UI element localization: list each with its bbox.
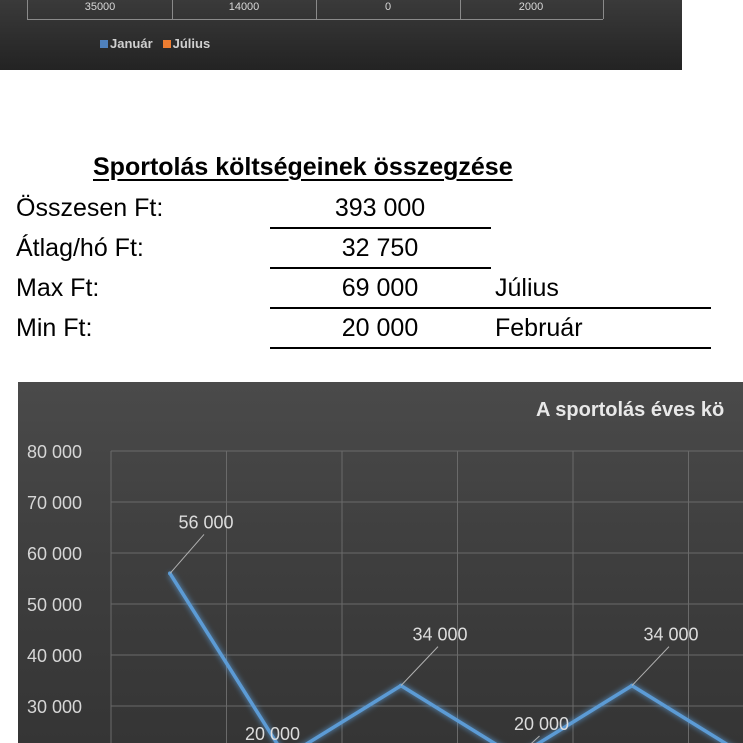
summary-divider (270, 347, 711, 349)
summary-month: Február (495, 314, 583, 342)
legend-swatch-januar (100, 40, 108, 48)
chart-grid (111, 451, 743, 743)
top-chart-fragment (0, 0, 682, 70)
data-label: 34 000 (412, 624, 468, 645)
legend-label: Január (110, 36, 153, 51)
leader-line (401, 647, 438, 686)
data-label: 20 000 (244, 724, 301, 743)
y-tick-label: 30 000 (27, 697, 83, 717)
data-label-layer (170, 512, 699, 743)
leader-line (170, 534, 204, 573)
summary-value: 393 000 (334, 194, 426, 222)
data-label: 34 000 (643, 624, 699, 645)
chart-title: A sportolás éves kö (536, 399, 725, 421)
top-table-cell: 2000 (459, 0, 604, 19)
summary-value: 69 000 (341, 274, 419, 302)
legend-item (163, 36, 211, 51)
top-table-cell: 35000 (28, 0, 173, 19)
top-chart-legend (100, 36, 210, 51)
y-tick-label: 60 000 (27, 544, 83, 564)
summary-divider (270, 267, 491, 269)
legend-swatch-julius (163, 40, 171, 48)
top-table-cell: 14000 (172, 0, 317, 19)
summary-label: Max Ft: (16, 274, 100, 302)
legend-item (100, 36, 153, 51)
summary-value: 32 750 (341, 234, 419, 262)
summary-title: Sportolás költségeinek összegzése (93, 153, 513, 181)
y-tick-label: 80 000 (27, 442, 83, 462)
summary-label: Összesen Ft: (16, 194, 164, 222)
y-tick-label: 50 000 (27, 595, 83, 615)
summary-divider (270, 307, 711, 309)
leader-line (632, 647, 669, 686)
series-line-layer (168, 571, 743, 743)
y-tick-label: 40 000 (27, 646, 83, 666)
leader-line (517, 736, 540, 743)
summary-label: Átlag/hó Ft: (16, 234, 144, 262)
y-axis-ticks (27, 442, 82, 717)
data-label: 20 000 (513, 714, 570, 734)
y-tick-label: 70 000 (27, 493, 83, 513)
summary-divider (270, 227, 491, 229)
summary-month: Július (495, 274, 559, 302)
top-data-table (27, 0, 603, 20)
series-line (170, 573, 743, 743)
cost-summary (0, 150, 743, 360)
summary-value: 20 000 (341, 314, 419, 342)
annual-cost-line-chart (18, 382, 743, 743)
data-label: 56 000 (178, 512, 234, 533)
line-chart-svg (18, 382, 743, 743)
legend-label: Július (172, 36, 211, 51)
top-table-cell: 0 (316, 0, 461, 19)
summary-label: Min Ft: (16, 314, 93, 342)
